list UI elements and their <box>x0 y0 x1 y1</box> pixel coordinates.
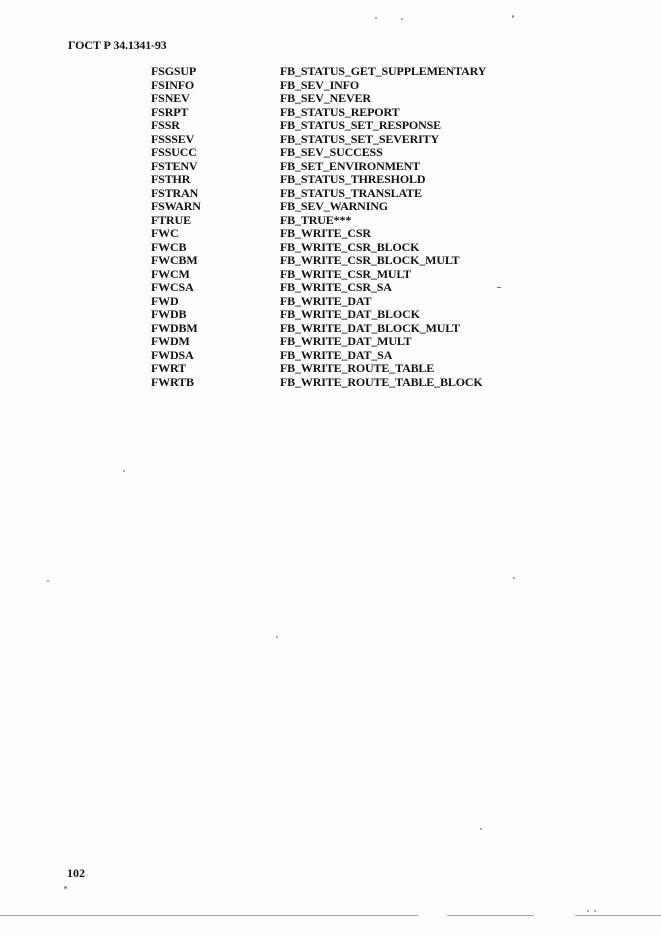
table-row <box>151 349 511 363</box>
abbreviation: FSTHR <box>151 172 191 186</box>
full-name: FB_WRITE_CSR_BLOCK_MULT <box>280 253 460 267</box>
full-name: FB_WRITE_DAT_BLOCK <box>280 307 420 321</box>
document-header: ГОСТ Р 34.1341-93 <box>68 38 167 52</box>
full-name: FB_TRUE*** <box>280 212 352 227</box>
full-name: FB_SEV_SUCCESS <box>280 145 383 159</box>
scan-speck <box>512 15 514 18</box>
abbreviation: FWDSA <box>151 347 194 362</box>
scan-speck <box>401 18 403 20</box>
abbreviation: FSSR <box>151 118 180 132</box>
abbreviation: FWRTB <box>151 374 194 389</box>
full-name: FB_STATUS_TRANSLATE <box>280 185 422 200</box>
abbreviation: FWDBM <box>151 320 198 335</box>
abbreviation: FSTRAN <box>151 185 199 200</box>
full-name: FB_WRITE_ROUTE_TABLE_BLOCK <box>280 374 483 389</box>
full-name: FB_STATUS_GET_SUPPLEMENTARY <box>280 64 487 78</box>
table-row <box>151 106 511 120</box>
abbreviation: FTRUE <box>151 212 191 227</box>
full-name: FB_WRITE_CSR_SA <box>280 280 392 294</box>
table-row <box>151 79 511 93</box>
full-name: FB_STATUS_THRESHOLD <box>280 172 426 186</box>
abbreviation: FWCB <box>151 239 187 254</box>
full-name: FB_SEV_WARNING <box>280 199 388 213</box>
abbreviation: FSINFO <box>151 77 195 92</box>
bottom-scan-line <box>0 915 418 916</box>
table-row <box>151 322 511 336</box>
abbreviation: FSTENV <box>151 158 198 173</box>
scan-speck <box>375 17 377 19</box>
full-name: FB_WRITE_CSR <box>280 226 371 240</box>
scan-dash <box>497 287 501 288</box>
table-row <box>151 133 511 147</box>
table-row <box>151 146 511 160</box>
abbreviation: FSWARN <box>151 199 201 213</box>
table-row <box>151 241 511 255</box>
table-row <box>151 308 511 322</box>
full-name: FB_SET_ENVIRONMENT <box>280 158 420 173</box>
abbreviation: FWCSA <box>151 280 194 294</box>
abbreviation: FSNEV <box>151 91 190 105</box>
abbreviation: FSRPT <box>151 104 189 119</box>
scan-speck <box>480 828 482 830</box>
full-name: FB_WRITE_DAT <box>280 293 372 308</box>
abbreviation: FWD <box>151 293 179 308</box>
table-row <box>151 173 511 187</box>
abbreviation: FWCBM <box>151 253 198 267</box>
full-name: FB_SEV_INFO <box>280 77 360 92</box>
full-name: FB_WRITE_DAT_MULT <box>280 334 412 348</box>
table-row <box>151 160 511 174</box>
table-row <box>151 362 511 376</box>
table-row <box>151 200 511 214</box>
table-row <box>151 281 511 295</box>
scan-speck <box>123 470 125 472</box>
table-row <box>151 268 511 282</box>
full-name: FB_WRITE_ROUTE_TABLE <box>280 361 435 375</box>
full-name: FB_SEV_NEVER <box>280 91 371 105</box>
abbreviation: FWC <box>151 226 179 240</box>
abbreviation: FWDM <box>151 334 190 348</box>
bottom-scan-line <box>575 915 661 916</box>
abbreviation: FSSSEV <box>151 131 195 146</box>
page-number: 102 <box>67 866 85 880</box>
bottom-scan-line <box>447 915 534 916</box>
scan-speck <box>587 910 589 912</box>
table-row <box>151 254 511 268</box>
abbreviation-table <box>151 65 511 389</box>
full-name: FB_WRITE_DAT_SA <box>280 347 393 362</box>
full-name: FB_STATUS_SET_SEVERITY <box>280 131 439 146</box>
abbreviation: FSGSUP <box>151 64 197 78</box>
table-row <box>151 227 511 241</box>
full-name: FB_WRITE_CSR_MULT <box>280 266 412 281</box>
full-name: FB_STATUS_SET_RESPONSE <box>280 118 441 132</box>
full-name: FB_STATUS_REPORT <box>280 104 400 119</box>
scan-speck <box>64 886 67 889</box>
abbreviation: FWRT <box>151 361 186 375</box>
scan-speck <box>594 910 596 912</box>
table-row <box>151 65 511 79</box>
table-row <box>151 187 511 201</box>
full-name: FB_WRITE_DAT_BLOCK_MULT <box>280 320 460 335</box>
abbreviation: FWCM <box>151 266 190 281</box>
table-row <box>151 295 511 309</box>
table-row <box>151 335 511 349</box>
abbreviation: FWDB <box>151 307 187 321</box>
abbreviation: FSSUCC <box>151 145 197 159</box>
table-row <box>151 214 511 228</box>
table-row <box>151 376 511 390</box>
scan-speck <box>47 580 49 582</box>
table-row <box>151 119 511 133</box>
scan-speck <box>513 577 515 579</box>
full-name: FB_WRITE_CSR_BLOCK <box>280 239 420 254</box>
table-row <box>151 92 511 106</box>
scan-speck <box>276 636 278 638</box>
